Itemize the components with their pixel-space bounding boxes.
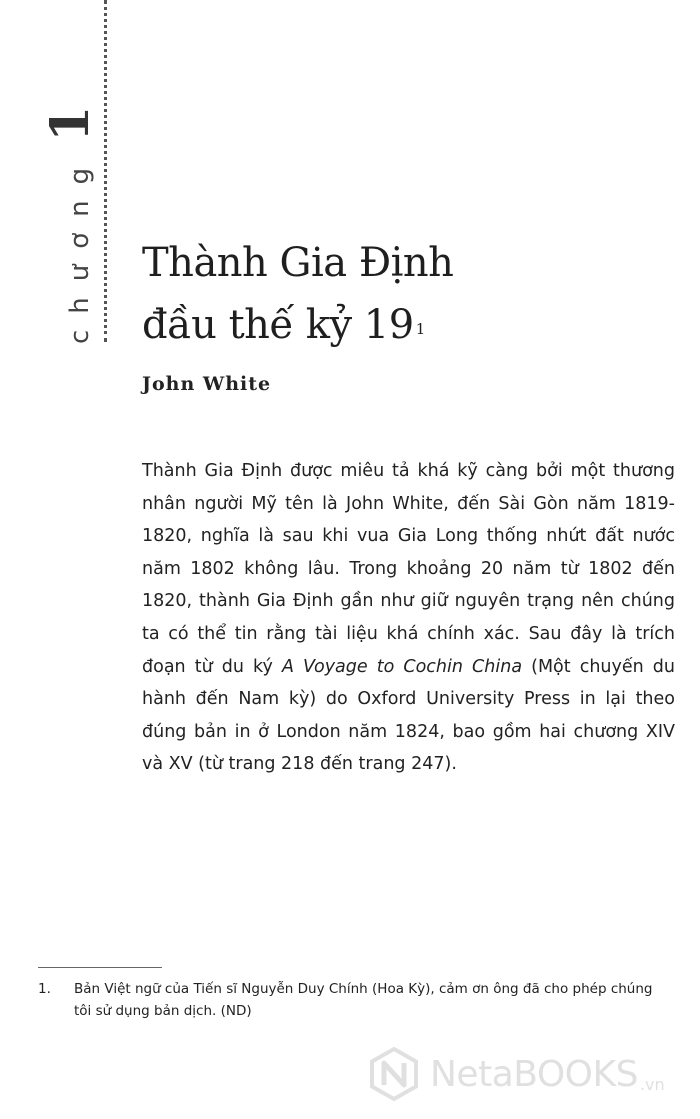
watermark-brand: NetaBOOKS [430, 1053, 638, 1095]
netabooks-logo-icon [366, 1046, 422, 1102]
chapter-number: 1 [40, 105, 101, 142]
watermark-suffix: .vn [639, 1075, 665, 1094]
footnote-text: Bản Việt ngữ của Tiến sĩ Nguyễn Duy Chính (Hoa Kỳ), cảm ơn ông đã cho phép chúng tôi sử dụng bản dịch. (ND) [74, 981, 653, 1019]
title-line-2-text: đầu thế kỷ 19 [142, 302, 414, 348]
footnote-reference[interactable]: 1 [415, 320, 425, 338]
dotted-divider [104, 0, 107, 342]
watermark [366, 1044, 665, 1104]
footnote-rule [38, 967, 162, 968]
paragraph-part-2: (Một chuyến du hành đến Nam kỳ) do Oxford University Press in lại theo đúng bản in ở London năm 1824, bao gồm hai chương XIV và XV (từ trang 218 đến trang 247). [142, 656, 676, 775]
title-line-1: Thành Gia Định [142, 240, 454, 286]
author-name: John White [142, 373, 272, 395]
intro-paragraph [142, 455, 675, 781]
title-line-2 [142, 294, 453, 356]
footnote-number: 1. [38, 981, 51, 997]
chapter-title [142, 232, 453, 356]
footnote [38, 978, 668, 1022]
paragraph-part-1: Thành Gia Định được miêu tả khá kỹ càng bởi một thương nhân người Mỹ tên là John White, đến Sài Gòn năm 1819-1820, nghĩa là sau khi vua Gia Long thống nhứt đất nước năm 1802 không lâu. Trong khoảng 20 năm từ 1802 đến 1820, thành Gia Định gần như giữ nguyên trạng nên chúng ta có thể tin rằng tài liệu khá chính xác. Sau đây là trích đoạn từ du ký [142, 461, 675, 677]
chapter-label [40, 106, 101, 344]
chapter-word: chương [65, 151, 95, 344]
book-title: A Voyage to Cochin China [281, 656, 523, 677]
